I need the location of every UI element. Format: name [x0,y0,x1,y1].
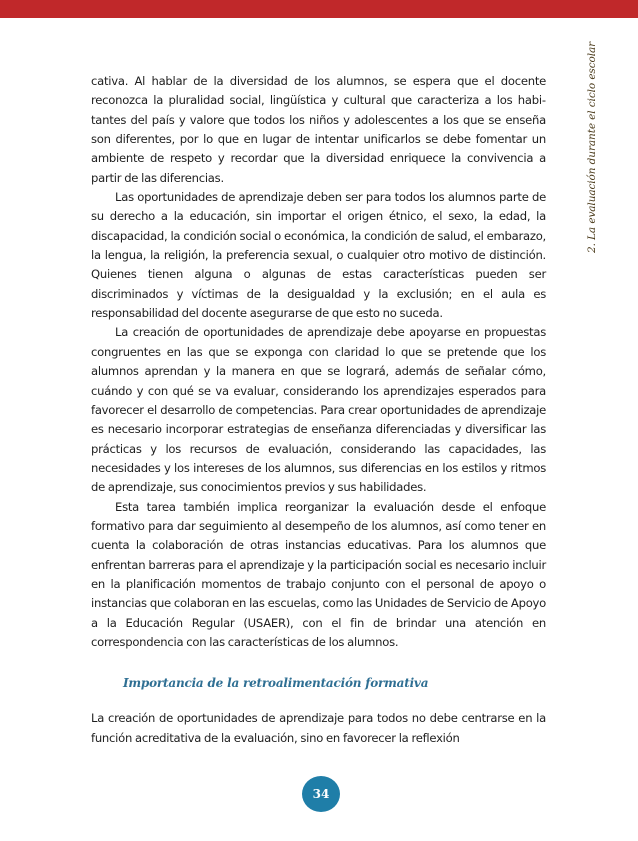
body-paragraph-3: La creación de oportunidades de aprendizaje debe apoyarse en propuestas congruentes en las que se exponga con claridad lo que se pretende que los alumnos aprendan y la manera en que se logrará, además de señalar cómo, cuándo y con qué se va evaluar, considerando los aprendizajes esperados para favorecer el desarrollo de competencias. Para crear oportunidades de aprendizaje es necesario incorporar estrategias de enseñanza diferenciadas y diversificar las prácticas y los recursos de evaluación, considerando las capacidades, las necesidades y los intereses de los alumnos, sus diferencias en los estilos y ritmos de aprendizaje, sus conocimientos previos y sus habilidades. [91,325,546,495]
body-paragraph-1: cativa. Al hablar de la diversidad de los alumnos, se espera que el docente reconozca la pluralidad social, lingüística y cultural que caracteriza a los habitantes del país y valore que todos los niños y adolescentes a los que se enseña son diferentes, por lo que en lugar de intentar unificarlos se debe fomentar un ambiente de respeto y recordar que la diversidad enriquece la convivencia a partir de las diferencias. [91,74,546,185]
top-color-band [0,0,638,18]
section-paragraph: La creación de oportunidades de aprendizaje para todos no debe centrarse en la función acreditativa de la evaluación, sino en favorecer la reflexión [91,711,546,745]
chapter-side-label: 2. La evaluación durante el ciclo escolar [586,41,598,253]
body-paragraph-4: Esta tarea también implica reorganizar la evaluación desde el enfoque formativo para dar seguimiento al desempeño de los alumnos, así como tener en cuenta la colaboración de otras instancias educativas. Para los alumnos que enfrentan barreras para el aprendizaje y la participación social es necesario incluir en la planificación momentos de trabajo conjunto con el personal de apoyo o instancias que colaboran en las escuelas, como las Unidades de Servicio de Apoyo a la Educación Regular (USAER), con el fin de brindar una atención en correspondencia con las características de los alumnos. [91,499,546,649]
page-number: 34 [312,787,330,801]
section-heading: Importancia de la retroalimentación formativa [123,676,429,691]
page-number-badge [302,776,340,812]
body-paragraph-2: Las oportunidades de aprendizaje deben ser para todos los alumnos parte de su derecho a la educación, sin importar el origen étnico, el sexo, la edad, la discapacidad, la condición social o económica, la condición de salud, el embarazo, la lengua, la religión, la preferencia sexual, o cualquier otro motivo de distinción. Quienes tienen alguna o algunas de estas características pueden ser discriminados y víctimas de la desigualdad y la exclusión; en el aula es responsabilidad del docente asegurarse de que esto no suceda. [91,190,546,321]
page-body [91,72,546,748]
